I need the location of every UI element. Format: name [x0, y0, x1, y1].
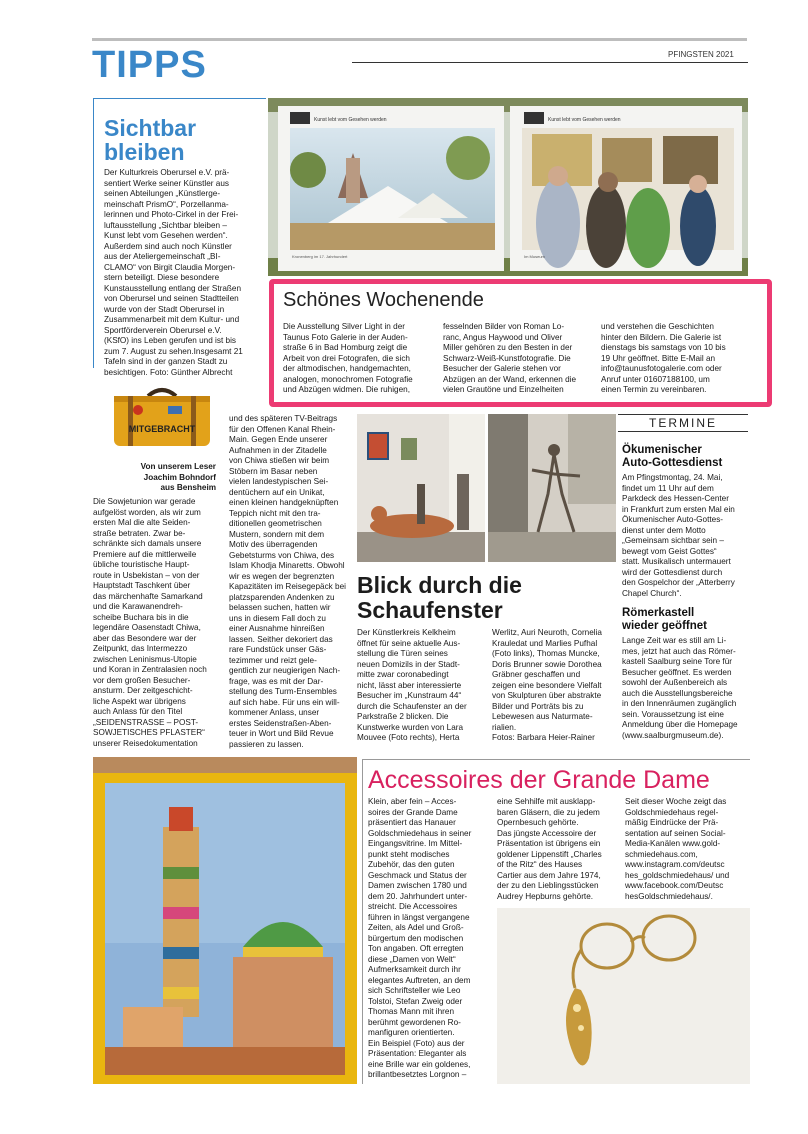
- carpet-photo: [93, 757, 357, 1084]
- blick-headline: Blick durch die Schaufenster: [357, 572, 522, 623]
- header-top-rule: [92, 38, 747, 41]
- schones-headline: Schönes Wochenende: [283, 289, 484, 311]
- termine-item-2-title: Römerkastell wieder geöffnet: [622, 607, 707, 632]
- schones-col-1: Die Ausstellung Silver Light in der Taunus Foto Galerie in der Auden- straße 6 in Bad Homburg zeigt die Arbeit von drei Fotografen, die sich der altmodischen, handgemachten, analogen, monochromen Fotografie und Abzügen widmen. Die ruhigen,: [283, 322, 413, 394]
- sichtbar-headline: Sichtbar bleiben: [104, 115, 197, 165]
- schones-col-2: fesselnden Bilder von Roman Lo- ranc, Angus Haywood und Oliver Miller gehören zu den Besten in der Schwarz-Weiß-Kunstfotografie. Die Besucher der Galerie stehen vor Abzügen an der Wand, erkennen die vielen Grautöne und Einzelheiten: [443, 322, 577, 394]
- accessoires-frame-left: [362, 759, 363, 1084]
- termine-item-1-body: Am Pfingstmontag, 24. Mai, findet um 11 Uhr auf dem Parkdeck des Hessen-Center in Frankfurt zum ersten Mal ein Ökumenischer Auto-Gottes- dienst unter dem Motto „Gemeinsam sichtbar sein – bewegt vom Geist Gottes“ statt. Musikalisch untermauert wird der Gottesdienst durch den Gospelchor der „Atterberry Chapel Church“.: [622, 473, 735, 598]
- sculpture-photo-left: [357, 414, 485, 562]
- termine-item-1-title: Ökumenischer Auto-Gottesdienst: [622, 444, 723, 469]
- accessoires-headline: Accessoires der Grande Dame: [368, 766, 710, 794]
- lorgnon-photo: [497, 908, 750, 1084]
- seidenstrasse-col-1: Die Sowjetunion war gerade aufgelöst worden, als wir zum ersten Mal die alte Seiden- straße betraten. Zwar be- schränkte sich damals unsere Premiere auf die mittlerweile übliche touristische Haupt- route in Usbekistan – von der Hauptstadt Taschkent über das märchenhafte Samarkand und die Karawanendreh- scheibe Buchara bis in die legendäre Oasenstadt Chiwa, aber das Besondere war der Zeitpunkt, das Intermezzo zwischen Leninismus-Utopie und Koran in Zentralasien noch vor dem großen Besucher- ansturm. Der zeitgeschicht- liche Aspekt war übrigens auch Anlass für den Titel „SEIDENSTRASSE – POST- SOWJETISCHES PFLASTER“ unserer Reisedokumentation: [93, 497, 207, 748]
- billboard-logo-text: Kunst lebt vom Gesehen werden: [314, 117, 387, 123]
- article-byline: Von unserem Leser Joachim Bohndorf aus Bensheim: [140, 462, 216, 492]
- suitcase-image: [108, 386, 216, 452]
- accessoires-col-1: Klein, aber fein – Acces- soires der Grande Dame präsentiert das Hanauer Goldschmiedehaus in seiner Eingangsvitrine. Im Mittel- punkt steht modisches Zubehör, das den guten Geschmack und Status der Damen zwischen 1780 und dem 20. Jahrhundert unter- streicht. Die Accessoires führen in längst vergangene Zeiten, als Adel und Groß- bürgertum den modischen Ton angaben. Oft erregten diese „Damen von Welt“ Aufmerksamkeit durch ihr elegantes Auftreten, an dem sich Schriftsteller wie Leo Tolstoi, Stefan Zweig oder Thomas Mann mit ihren berühmt gewordenen Ro- manfiguren orientierten. Ein Beispiel (Foto) aus der Präsentation: Eleganter als eine Brille war ein goldenes, brillantbesetztes Lorgnon –: [368, 797, 472, 1079]
- sculpture-photo-right: [488, 414, 616, 562]
- accessoires-frame-top: [362, 759, 750, 760]
- schones-col-3: und verstehen die Geschichten hinter den Bildern. Die Galerie ist dienstags bis samstags von 10 bis 19 Uhr geöffnet. Bitte E-Mail an info@taunusfotogalerie.com oder Anruf unter 01607188100, um einen Termin zu vereinbaren.: [601, 322, 726, 394]
- section-title: TIPPS: [92, 44, 207, 86]
- blick-col-1: Der Künstlerkreis Kelkheim öffnet für seine aktuelle Aus- stellung die Türen seines neuen Domizils in der Stadt- mitte zwar coronabedingt nicht, lässt aber interessierte Besucher im „Kunstraum 44“ durch die Schaufenster an der Parkstraße 2 blicken. Die Kunstwerke wurden von Lara Mouvee (Foto rechts), Herta: [357, 628, 467, 742]
- accessoires-col-2: eine Sehhilfe mit ausklapp- baren Gläsern, die zu jedem Opernbesuch gehörte. Das jüngste Accessoire der Präsentation ist übrigens ein goldener Lippenstift „Charles of the Ritz“ des Hauses Cartier aus dem Jahre 1974, der zu den Lieblingsstücken Audrey Hepburns gehörte.: [497, 797, 602, 901]
- header-rule: [352, 62, 748, 63]
- suitcase-label: MITGEBRACHT: [128, 424, 196, 434]
- billboard-photo: [268, 98, 748, 276]
- billboard-caption-left: Kronenberg im 17. Jahrhundert: [292, 254, 348, 259]
- seidenstrasse-col-2: und des späteren TV-Beitrags für den Offenen Kanal Rhein- Main. Gegen Ende unserer Aufnahmen in der Zitadelle von Chiwa stießen wir beim Stöbern im Basar neben vielen landestypischen Sei- dentüchern auf ein Unikat, einen kleinen handgeknüpften Teppich nicht mit den tra- ditionellen geometrischen Mustern, sondern mit dem Motiv des überragenden Gebetsturms von Chiwa, des Islam Khodja Minaretts. Obwohl wir es wegen der begrenzten Kapazitäten im Reisegepäck bei platzsparenden Andenken zu belassen suchen, hatten wir uns in diesem Fall doch zu einer Ausnahme hinreißen lassen. Seither dekoriert das rare Fundstück unser Gäs- tezimmer und reizt gele- gentlich zur neugierigen Nach- frage, was es mit der Dar- stellung des Turm-Ensembles auf sich habe. Für uns ein will- kommener Anlass, unser erstes Seidenstraßen-Aben- teuer in Wort und Bild Revue passieren zu lassen.: [229, 414, 346, 749]
- sichtbar-body: Der Kulturkreis Oberursel e.V. prä- sentiert Werke seiner Künstler aus seinen Abteilungen „Künstlerge- meinschaft PrismO“, Porzellanma- lerinnen und Photo-Cirkel in der Frei- luftausstellung „Sichtbar bleiben – Kunst lebt vom Gesehen werden“. Außerdem sind auch noch Künstler aus der Ateliergemeinschaft „BI- CLAMO“ von Birgit Claudia Morgen- stern beteiligt. Diese besondere Kunstausstellung entlang der Straßen von Oberursel und seinen Stadtteilen wurde von der Stadt Oberursel in Zusammenarbeit mit dem Kultur- und Sportförderverein Oberursel e.V. (KSfO) ins Leben gerufen und ist bis zum 7. August zu sehen.Insgesamt 21 Tafeln sind in der ganzen Stadt zu besichtigen. Foto: Günther Albrecht: [104, 168, 243, 377]
- termine-label: TERMINE: [649, 416, 717, 430]
- billboard-caption-right: Im Museum: [524, 254, 545, 259]
- termine-item-2-body: Lange Zeit war es still am Li- mes, jetzt hat auch das Römer- kastell Saalburg seine Tore für Besucher geöffnet. Es werden sowohl der Außenbereich als auch die Ausstellungsbereiche in den Innenräumen zugänglich sein. Voraussetzung ist eine Anmeldung über die Homepage (www.saalburgmuseum.de).: [622, 636, 738, 740]
- edition-label: PFINGSTEN 2021: [668, 50, 734, 59]
- accessoires-col-3: Seit dieser Woche zeigt das Goldschmiedehaus regel- mäßig Eindrücke der Prä- sentation auf seinen Social- Media-Kanälen www.gold- schmiedehaus.com, www.instagram.com/deutsc hes_goldschmiedehaus/ und www.facebook.com/Deutsc hesGoldschmiedehaus/.: [625, 797, 730, 901]
- billboard-logo-text-2: Kunst lebt vom Gesehen werden: [548, 117, 621, 123]
- blick-col-2: Werlitz, Auri Neuroth, Cornelia Krauledat und Marlies Pufhal (Foto links), Thomas Muncke, Doris Brunner sowie Dorothea Gräbner geschaffen und zeigen eine besondere Vielfalt von Skulpturen über abstrakte Bilder und Porträts bis zu Lebewesen aus Naturmate- rialien. Fotos: Barbara Heier-Rainer: [492, 628, 602, 742]
